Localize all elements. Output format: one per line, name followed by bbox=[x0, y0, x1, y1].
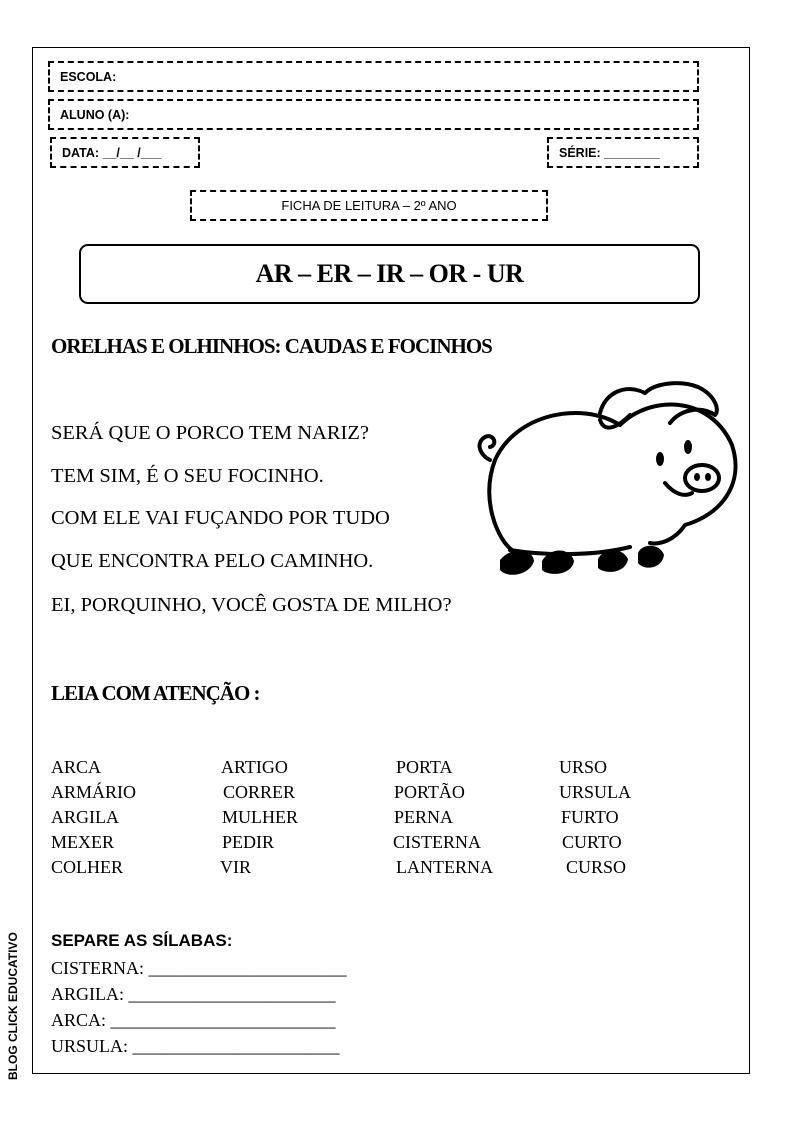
poem-line: SERÁ QUE O PORCO TEM NARIZ? bbox=[51, 422, 369, 444]
syllable-line[interactable]: CISTERNA: ______________________ bbox=[51, 958, 347, 978]
poem-line: COM ELE VAI FUÇANDO POR TUDO bbox=[51, 507, 390, 529]
word-item: MEXER bbox=[51, 832, 114, 852]
worksheet-subtitle bbox=[190, 190, 548, 221]
side-watermark: BLOG CLICK EDUCATIVO bbox=[6, 932, 20, 1080]
student-field[interactable] bbox=[48, 99, 699, 130]
title-text: AR – ER – IR – OR - UR bbox=[255, 259, 524, 288]
school-label: ESCOLA: bbox=[60, 69, 117, 84]
word-item: ARCA bbox=[51, 757, 102, 777]
word-item: VIR bbox=[220, 857, 251, 877]
word-item: CISTERNA bbox=[393, 832, 482, 852]
word-item: CORRER bbox=[223, 782, 296, 802]
word-item: MULHER bbox=[222, 807, 298, 827]
poem-heading: ORELHAS E OLHINHOS: CAUDAS E FOCINHOS bbox=[51, 334, 492, 358]
word-item: ARMÁRIO bbox=[51, 782, 137, 802]
syllables-heading: SEPARE AS SÍLABAS: bbox=[51, 931, 233, 950]
pig-icon bbox=[470, 375, 750, 590]
syllable-line[interactable]: ARCA: _________________________ bbox=[51, 1010, 336, 1030]
word-item: PORTÃO bbox=[394, 782, 465, 802]
poem-line: TEM SIM, É O SEU FOCINHO. bbox=[51, 465, 324, 487]
word-item: PERNA bbox=[394, 807, 454, 827]
grade-field[interactable] bbox=[547, 137, 699, 168]
word-item: URSO bbox=[559, 757, 608, 777]
word-item: PEDIR bbox=[222, 832, 275, 852]
date-label: DATA: __/__ /___ bbox=[62, 145, 162, 160]
student-label: ALUNO (A): bbox=[60, 107, 130, 122]
syllable-line[interactable]: URSULA: _______________________ bbox=[51, 1036, 340, 1056]
grade-label: SÉRIE: ________ bbox=[559, 145, 660, 160]
subtitle-text: FICHA DE LEITURA – 2º ANO bbox=[281, 198, 457, 213]
word-item: CURTO bbox=[562, 832, 622, 852]
word-item: PORTA bbox=[396, 757, 453, 777]
word-item: URSULA bbox=[559, 782, 632, 802]
word-item: FURTO bbox=[561, 807, 619, 827]
word-item: COLHER bbox=[51, 857, 123, 877]
poem-line: QUE ENCONTRA PELO CAMINHO. bbox=[51, 550, 374, 572]
poem-line: EI, PORQUINHO, VOCÊ GOSTA DE MILHO? bbox=[51, 594, 452, 616]
syllable-line[interactable]: ARGILA: _______________________ bbox=[51, 984, 336, 1004]
reading-heading: LEIA COM ATENÇÃO : bbox=[51, 681, 260, 705]
word-item: ARTIGO bbox=[221, 757, 288, 777]
page-title bbox=[79, 244, 700, 304]
date-field[interactable] bbox=[50, 137, 200, 168]
word-item: CURSO bbox=[566, 857, 627, 877]
word-item: LANTERNA bbox=[396, 857, 493, 877]
word-item: ARGILA bbox=[51, 807, 119, 827]
school-field[interactable] bbox=[48, 61, 699, 92]
